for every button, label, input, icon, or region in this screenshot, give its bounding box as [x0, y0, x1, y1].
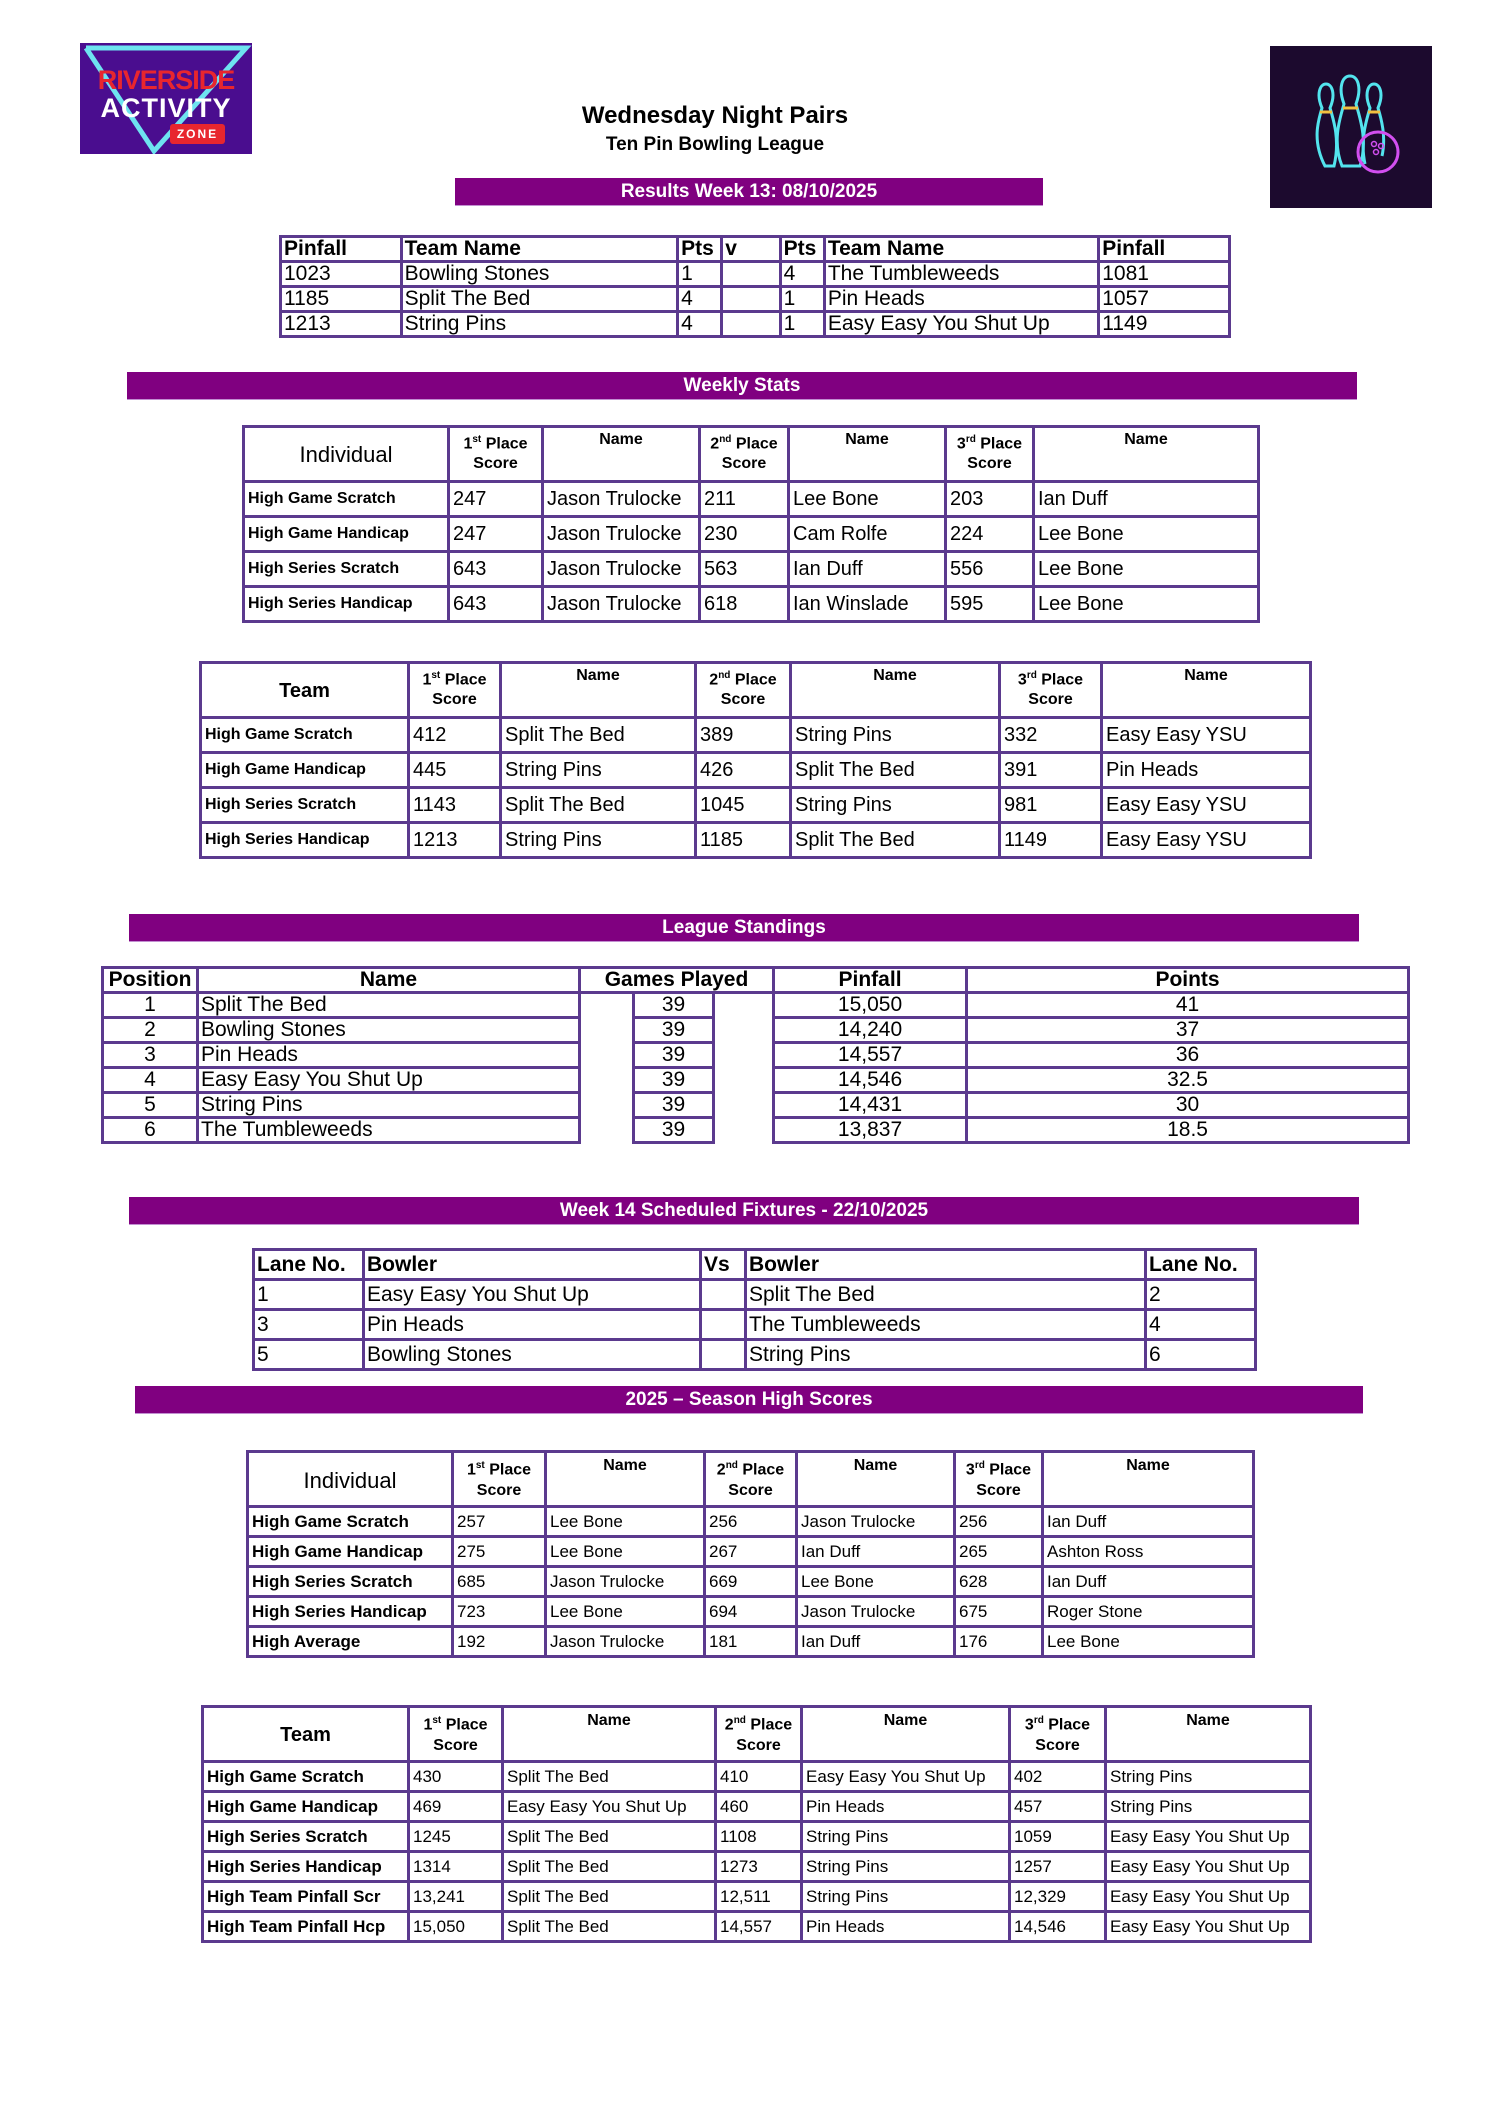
cell: Split The Bed — [503, 1852, 716, 1882]
cell: 402 — [1010, 1762, 1106, 1792]
table-row — [201, 718, 1311, 753]
cell: Ian Duff — [789, 552, 946, 587]
page-subtitle: Ten Pin Bowling League — [605, 134, 825, 155]
cell: 445 — [409, 753, 501, 788]
cell: 14,546 — [774, 1068, 967, 1093]
cell: Jason Trulocke — [543, 482, 700, 517]
col-2nd-place: 2nd Place Score — [696, 663, 791, 718]
cell: 1 — [678, 262, 722, 287]
col-individual: Individual — [244, 427, 449, 482]
col-vs: Vs — [701, 1250, 746, 1280]
cell: Easy Easy You Shut Up — [824, 312, 1098, 337]
cell: 1 — [254, 1280, 364, 1310]
cell: Easy Easy You Shut Up — [1106, 1882, 1311, 1912]
col-team: Team — [203, 1707, 409, 1762]
cell: 1081 — [1099, 262, 1230, 287]
logo-activity-text: ACTIVITY — [100, 93, 232, 123]
row-label: High Series Handicap — [203, 1852, 409, 1882]
cell: 14,546 — [1010, 1912, 1106, 1942]
cell: 181 — [705, 1627, 797, 1657]
cell: 685 — [453, 1567, 546, 1597]
season-team-table — [201, 1705, 1312, 1943]
cell: 1 — [780, 312, 824, 337]
table-row — [203, 1852, 1311, 1882]
cell: 618 — [700, 587, 789, 622]
cell: 1059 — [1010, 1822, 1106, 1852]
cell: 1314 — [409, 1852, 503, 1882]
table-row — [244, 552, 1259, 587]
table-row — [281, 262, 1230, 287]
cell: Jason Trulocke — [543, 587, 700, 622]
cell: 13,837 — [774, 1118, 967, 1143]
weekly-individual-table — [242, 425, 1260, 623]
cell: 430 — [409, 1762, 503, 1792]
cell: Lee Bone — [546, 1537, 705, 1567]
cell: 5 — [254, 1340, 364, 1370]
cell: 1149 — [1000, 823, 1102, 858]
col-name: Name — [797, 1452, 955, 1507]
cell: 1245 — [409, 1822, 503, 1852]
cell: The Tumbleweeds — [198, 1118, 580, 1143]
table-row — [203, 1792, 1311, 1822]
cell: Ian Duff — [797, 1627, 955, 1657]
col-lane-no: Lane No. — [254, 1250, 364, 1280]
cell: 4 — [780, 262, 824, 287]
cell: 203 — [946, 482, 1034, 517]
cell: Bowling Stones — [364, 1340, 701, 1370]
cell: 1057 — [1099, 287, 1230, 312]
cell: Split The Bed — [198, 993, 580, 1018]
cell: 643 — [449, 552, 543, 587]
page-title: Wednesday Night Pairs — [581, 102, 849, 129]
col-1st-place: 1st Place Score — [453, 1452, 546, 1507]
col-name: Name — [791, 663, 1000, 718]
cell: Easy Easy YSU — [1102, 718, 1311, 753]
col-3rd-place: 3rd Place Score — [1000, 663, 1102, 718]
col-team-name: Team Name — [824, 237, 1098, 262]
cell: Pin Heads — [824, 287, 1098, 312]
col-lane-no: Lane No. — [1146, 1250, 1256, 1280]
cell: 332 — [1000, 718, 1102, 753]
col-1st-place: 1st Place Score — [409, 1707, 503, 1762]
fixtures-table — [252, 1248, 1257, 1371]
col-team: Team — [201, 663, 409, 718]
cell: The Tumbleweeds — [824, 262, 1098, 287]
cell: 267 — [705, 1537, 797, 1567]
table-row — [248, 1597, 1254, 1627]
cell: 1185 — [281, 287, 402, 312]
col-pts: Pts — [678, 237, 722, 262]
cell: 469 — [409, 1792, 503, 1822]
cell: Pin Heads — [364, 1310, 701, 1340]
table-row — [201, 823, 1311, 858]
table-row — [203, 1912, 1311, 1942]
cell: 247 — [449, 482, 543, 517]
cell: String Pins — [1106, 1792, 1311, 1822]
cell: 2 — [103, 1018, 198, 1043]
cell: Easy Easy You Shut Up — [1106, 1912, 1311, 1942]
cell: 1257 — [1010, 1852, 1106, 1882]
cell: 1023 — [281, 262, 402, 287]
table-row — [248, 1567, 1254, 1597]
cell: 256 — [955, 1507, 1043, 1537]
col-individual: Individual — [248, 1452, 453, 1507]
col-points: Points — [967, 968, 1409, 993]
row-label: High Game Scratch — [203, 1762, 409, 1792]
cell: Lee Bone — [1043, 1627, 1254, 1657]
cell: String Pins — [802, 1852, 1010, 1882]
col-name: Name — [1043, 1452, 1254, 1507]
cell: Roger Stone — [1043, 1597, 1254, 1627]
cell: 176 — [955, 1627, 1043, 1657]
cell: Pin Heads — [802, 1792, 1010, 1822]
cell: 563 — [700, 552, 789, 587]
row-label: High Game Handicap — [244, 517, 449, 552]
row-label: High Series Scratch — [203, 1822, 409, 1852]
col-2nd-place: 2nd Place Score — [705, 1452, 797, 1507]
cell: String Pins — [802, 1822, 1010, 1852]
cell: 39 — [634, 1043, 714, 1068]
row-label: High Team Pinfall Hcp — [203, 1912, 409, 1942]
cell: Easy Easy You Shut Up — [1106, 1822, 1311, 1852]
table-row — [201, 753, 1311, 788]
col-pinfall: Pinfall — [281, 237, 402, 262]
cell: 224 — [946, 517, 1034, 552]
cell: 257 — [453, 1507, 546, 1537]
col-v: v — [722, 237, 780, 262]
cell: 1213 — [409, 823, 501, 858]
cell — [701, 1310, 746, 1340]
cell: Easy Easy You Shut Up — [1106, 1852, 1311, 1882]
cell: 595 — [946, 587, 1034, 622]
cell: Pin Heads — [802, 1912, 1010, 1942]
cell: 41 — [967, 993, 1409, 1018]
col-2nd-place: 2nd Place Score — [716, 1707, 802, 1762]
row-label: High Game Handicap — [203, 1792, 409, 1822]
cell: 3 — [103, 1043, 198, 1068]
cell: 14,431 — [774, 1093, 967, 1118]
cell: String Pins — [791, 788, 1000, 823]
cell: Pin Heads — [198, 1043, 580, 1068]
cell: Easy Easy YSU — [1102, 788, 1311, 823]
cell: Split The Bed — [503, 1822, 716, 1852]
cell: 12,511 — [716, 1882, 802, 1912]
league-standings-banner: League Standings — [129, 914, 1359, 942]
cell: 256 — [705, 1507, 797, 1537]
col-1st-place: 1st Place Score — [449, 427, 543, 482]
cell: Ian Duff — [797, 1537, 955, 1567]
cell: 723 — [453, 1597, 546, 1627]
table-row — [281, 287, 1230, 312]
table-row — [248, 1627, 1254, 1657]
cell: 1273 — [716, 1852, 802, 1882]
cell: Lee Bone — [797, 1567, 955, 1597]
cell: Lee Bone — [789, 482, 946, 517]
weekly-stats-banner: Weekly Stats — [127, 372, 1357, 400]
cell: 628 — [955, 1567, 1043, 1597]
col-bowler: Bowler — [746, 1250, 1146, 1280]
cell: 230 — [700, 517, 789, 552]
row-label: High Series Handicap — [244, 587, 449, 622]
table-row — [244, 517, 1259, 552]
cell: 211 — [700, 482, 789, 517]
cell: Split The Bed — [791, 823, 1000, 858]
cell: Pin Heads — [1102, 753, 1311, 788]
table-row — [254, 1310, 1256, 1340]
col-pts: Pts — [780, 237, 824, 262]
spacer — [714, 993, 774, 1143]
col-2nd-place: 2nd Place Score — [700, 427, 789, 482]
cell: 6 — [103, 1118, 198, 1143]
table-row — [203, 1762, 1311, 1792]
cell: 6 — [1146, 1340, 1256, 1370]
cell: Split The Bed — [501, 788, 696, 823]
table-row — [248, 1507, 1254, 1537]
cell: Ian Winslade — [789, 587, 946, 622]
col-name: Name — [1106, 1707, 1311, 1762]
cell: The Tumbleweeds — [746, 1310, 1146, 1340]
cell: 4 — [678, 312, 722, 337]
col-name: Name — [1034, 427, 1259, 482]
season-individual-table — [246, 1450, 1255, 1658]
table-row — [254, 1340, 1256, 1370]
cell: 14,240 — [774, 1018, 967, 1043]
cell: Split The Bed — [791, 753, 1000, 788]
col-name: Name — [503, 1707, 716, 1762]
cell: Easy Easy You Shut Up — [364, 1280, 701, 1310]
table-row — [103, 993, 1409, 1018]
cell: 30 — [967, 1093, 1409, 1118]
cell: Split The Bed — [401, 287, 677, 312]
cell: Jason Trulocke — [543, 517, 700, 552]
cell: 5 — [103, 1093, 198, 1118]
cell: Split The Bed — [503, 1882, 716, 1912]
table-row — [281, 312, 1230, 337]
row-label: High Series Scratch — [248, 1567, 453, 1597]
cell: 981 — [1000, 788, 1102, 823]
cell: Ian Duff — [1043, 1507, 1254, 1537]
cell: 412 — [409, 718, 501, 753]
cell: Ian Duff — [1043, 1567, 1254, 1597]
row-label: High Game Scratch — [248, 1507, 453, 1537]
col-name: Name — [543, 427, 700, 482]
cell: 1149 — [1099, 312, 1230, 337]
col-name: Name — [789, 427, 946, 482]
results-header-row — [281, 237, 1230, 262]
col-team-name: Team Name — [401, 237, 677, 262]
cell: 275 — [453, 1537, 546, 1567]
league-standings-table — [101, 966, 1410, 1144]
col-name: Name — [1102, 663, 1311, 718]
col-name: Name — [802, 1707, 1010, 1762]
cell: 18.5 — [967, 1118, 1409, 1143]
row-label: High Team Pinfall Scr — [203, 1882, 409, 1912]
row-label: High Series Scratch — [244, 552, 449, 587]
cell: 36 — [967, 1043, 1409, 1068]
cell: 37 — [967, 1018, 1409, 1043]
col-name: Name — [501, 663, 696, 718]
logo-riverside-text: RIVERSIDE — [97, 65, 235, 95]
cell: 556 — [946, 552, 1034, 587]
cell: 426 — [696, 753, 791, 788]
cell: Cam Rolfe — [789, 517, 946, 552]
col-pinfall: Pinfall — [774, 968, 967, 993]
cell: 389 — [696, 718, 791, 753]
col-name: Name — [546, 1452, 705, 1507]
cell: 14,557 — [774, 1043, 967, 1068]
table-row — [203, 1822, 1311, 1852]
cell: 391 — [1000, 753, 1102, 788]
bowling-neon-image — [1270, 46, 1432, 208]
cell: Jason Trulocke — [797, 1507, 955, 1537]
row-label: High Series Handicap — [248, 1597, 453, 1627]
row-label: High Game Scratch — [244, 482, 449, 517]
cell: 694 — [705, 1597, 797, 1627]
cell: Lee Bone — [1034, 517, 1259, 552]
table-row — [254, 1280, 1256, 1310]
row-label: High Game Handicap — [201, 753, 409, 788]
cell: 39 — [634, 1068, 714, 1093]
cell: 460 — [716, 1792, 802, 1822]
cell: 1108 — [716, 1822, 802, 1852]
col-name: Name — [198, 968, 580, 993]
cell: 32.5 — [967, 1068, 1409, 1093]
cell: Easy Easy You Shut Up — [802, 1762, 1010, 1792]
row-label: High Game Scratch — [201, 718, 409, 753]
cell: Jason Trulocke — [546, 1567, 705, 1597]
table-row — [248, 1537, 1254, 1567]
cell — [701, 1340, 746, 1370]
cell — [701, 1280, 746, 1310]
cell: 1 — [780, 287, 824, 312]
cell: 4 — [678, 287, 722, 312]
cell: Bowling Stones — [198, 1018, 580, 1043]
cell: 39 — [634, 993, 714, 1018]
cell: 643 — [449, 587, 543, 622]
cell: Split The Bed — [746, 1280, 1146, 1310]
riverside-activity-zone-logo — [80, 43, 252, 154]
cell: 39 — [634, 1118, 714, 1143]
cell: Jason Trulocke — [546, 1627, 705, 1657]
logo-zone-badge: ZONE — [170, 124, 225, 144]
cell: Bowling Stones — [401, 262, 677, 287]
cell: 39 — [634, 1018, 714, 1043]
cell: Easy Easy You Shut Up — [503, 1792, 716, 1822]
cell: 1185 — [696, 823, 791, 858]
cell: Lee Bone — [1034, 587, 1259, 622]
cell: 1 — [103, 993, 198, 1018]
cell: Jason Trulocke — [543, 552, 700, 587]
cell: Easy Easy YSU — [1102, 823, 1311, 858]
cell — [722, 262, 780, 287]
cell: String Pins — [802, 1882, 1010, 1912]
cell: 12,329 — [1010, 1882, 1106, 1912]
col-3rd-place: 3rd Place Score — [1010, 1707, 1106, 1762]
table-row — [244, 482, 1259, 517]
col-1st-place: 1st Place Score — [409, 663, 501, 718]
cell: 1045 — [696, 788, 791, 823]
row-label: High Average — [248, 1627, 453, 1657]
cell: 15,050 — [409, 1912, 503, 1942]
cell: String Pins — [501, 823, 696, 858]
cell: Easy Easy You Shut Up — [198, 1068, 580, 1093]
cell: String Pins — [746, 1340, 1146, 1370]
header-row — [203, 1707, 1311, 1762]
cell: Split The Bed — [501, 718, 696, 753]
cell: 3 — [254, 1310, 364, 1340]
spacer — [580, 993, 634, 1143]
cell: 15,050 — [774, 993, 967, 1018]
cell: Lee Bone — [546, 1507, 705, 1537]
cell: Lee Bone — [1034, 552, 1259, 587]
cell: 39 — [634, 1093, 714, 1118]
table-row — [203, 1882, 1311, 1912]
cell: Jason Trulocke — [797, 1597, 955, 1627]
header-row — [244, 427, 1259, 482]
col-games-played: Games Played — [580, 968, 774, 993]
header-row — [254, 1250, 1256, 1280]
bowling-pins-neon-icon — [1270, 46, 1432, 208]
row-label: High Series Handicap — [201, 823, 409, 858]
weekly-team-table — [199, 661, 1312, 859]
cell: 4 — [1146, 1310, 1256, 1340]
cell: String Pins — [501, 753, 696, 788]
cell: 1143 — [409, 788, 501, 823]
cell: 669 — [705, 1567, 797, 1597]
col-3rd-place: 3rd Place Score — [946, 427, 1034, 482]
cell: 457 — [1010, 1792, 1106, 1822]
results-banner: Results Week 13: 08/10/2025 — [455, 178, 1043, 206]
cell: 4 — [103, 1068, 198, 1093]
row-label: High Game Handicap — [248, 1537, 453, 1567]
header-row — [248, 1452, 1254, 1507]
cell: 675 — [955, 1597, 1043, 1627]
cell — [722, 312, 780, 337]
cell: String Pins — [198, 1093, 580, 1118]
header-row — [201, 663, 1311, 718]
cell: 13,241 — [409, 1882, 503, 1912]
col-position: Position — [103, 968, 198, 993]
cell: String Pins — [401, 312, 677, 337]
col-3rd-place: 3rd Place Score — [955, 1452, 1043, 1507]
col-pinfall: Pinfall — [1099, 237, 1230, 262]
cell: 265 — [955, 1537, 1043, 1567]
results-table — [279, 235, 1231, 338]
season-high-scores-banner: 2025 – Season High Scores — [135, 1386, 1363, 1414]
cell: 2 — [1146, 1280, 1256, 1310]
cell: 192 — [453, 1627, 546, 1657]
cell: Split The Bed — [503, 1762, 716, 1792]
cell: Ashton Ross — [1043, 1537, 1254, 1567]
cell: 410 — [716, 1762, 802, 1792]
cell: Ian Duff — [1034, 482, 1259, 517]
header-row — [103, 968, 1409, 993]
table-row — [244, 587, 1259, 622]
cell: Split The Bed — [503, 1912, 716, 1942]
cell: String Pins — [791, 718, 1000, 753]
cell: Lee Bone — [546, 1597, 705, 1627]
cell — [722, 287, 780, 312]
table-row — [201, 788, 1311, 823]
fixtures-banner: Week 14 Scheduled Fixtures - 22/10/2025 — [129, 1197, 1359, 1225]
col-bowler: Bowler — [364, 1250, 701, 1280]
cell: 14,557 — [716, 1912, 802, 1942]
cell: 247 — [449, 517, 543, 552]
cell: 1213 — [281, 312, 402, 337]
row-label: High Series Scratch — [201, 788, 409, 823]
cell: String Pins — [1106, 1762, 1311, 1792]
